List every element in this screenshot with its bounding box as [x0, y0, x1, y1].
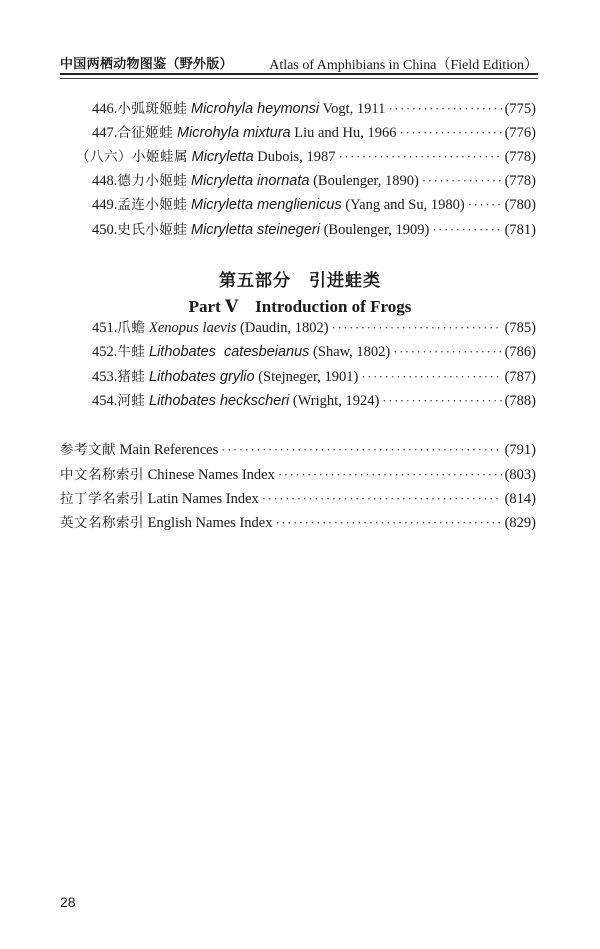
dot-leader [422, 173, 502, 189]
page-number: 28 [60, 894, 76, 910]
entry-chinese-name: 河蛙 [117, 393, 146, 409]
entry-latin-name: Xenopus laevis [149, 320, 237, 336]
toc-entry [92, 193, 536, 213]
entry-number: 451. [92, 320, 118, 336]
entry-author: (Shaw, 1802) [309, 344, 391, 360]
backmatter-english-title: English Names Index [144, 515, 273, 531]
entry-page: (781) [504, 222, 536, 238]
dot-leader [262, 491, 502, 507]
header-rule-thick [60, 73, 538, 75]
entry-latin-name: Lithobates catesbeianus [149, 344, 310, 360]
backmatter-chinese-title: 参考文献 [60, 442, 116, 458]
entry-page: (791) [504, 442, 536, 458]
entry-latin-name: Micryletta [191, 149, 254, 165]
dot-leader [275, 515, 501, 531]
entry-number: 454. [92, 393, 118, 409]
backmatter-chinese-title: 英文名称索引 [60, 515, 144, 531]
toc-entry [92, 169, 536, 189]
entry-chinese-name: 猪蛙 [117, 369, 146, 385]
backmatter-english-title: Main References [116, 442, 219, 458]
section-title-chinese: 第五部分 引进蛙类 [219, 271, 381, 291]
dot-leader [338, 149, 501, 165]
toc-entry [92, 389, 536, 409]
entry-chinese-name: 小弧斑姬蛙 [117, 101, 188, 117]
dot-leader [432, 222, 501, 238]
entry-latin-name: Micryletta steinegeri [191, 222, 320, 238]
entry-page: (787) [504, 369, 536, 385]
dot-leader [361, 369, 501, 385]
entry-chinese-name: 德力小姬蛙 [117, 173, 188, 189]
toc-backmatter-entry [60, 463, 536, 483]
toc-entry [92, 121, 536, 141]
toc-backmatter-entry [60, 438, 536, 458]
running-header [60, 52, 538, 74]
entry-latin-name: Lithobates heckscheri [149, 393, 290, 409]
entry-author: Liu and Hu, 1966 [290, 125, 397, 141]
entry-author: (Wright, 1924) [289, 393, 380, 409]
toc-entry [92, 218, 536, 238]
entry-latin-name: Micryletta menglienicus [191, 197, 342, 213]
entry-author: (Boulenger, 1909) [319, 222, 430, 238]
entry-page: (785) [504, 320, 536, 336]
backmatter-chinese-title: 拉丁学名索引 [60, 491, 144, 507]
entry-latin-name: Microhyla mixtura [177, 125, 291, 141]
dot-leader [221, 442, 501, 458]
entry-number: 450. [92, 222, 118, 238]
toc-entry [92, 365, 536, 385]
entry-number: 446. [92, 101, 118, 117]
entry-number: 448. [92, 173, 118, 189]
section-title-english: Part Ⅴ Introduction of Frogs [188, 297, 412, 316]
genus-number: （八六） [76, 149, 132, 165]
entry-chinese-name: 史氏小姬蛙 [117, 222, 188, 238]
entry-author: Dubois, 1987 [253, 149, 336, 165]
header-english-title: Atlas of Amphibians in China（Field Edition） [269, 58, 538, 73]
entry-page: (786) [504, 344, 536, 360]
entry-chinese-name: 孟连小姬蛙 [117, 197, 188, 213]
dot-leader [400, 125, 502, 141]
entry-page: (778) [504, 173, 536, 189]
toc-backmatter-entry [60, 511, 536, 531]
dot-leader [468, 197, 502, 213]
dot-leader [393, 344, 501, 360]
dot-leader [382, 393, 501, 409]
entry-author: (Boulenger, 1890) [309, 173, 419, 189]
entry-chinese-name: 合征姬蛙 [117, 125, 174, 141]
header-rule-thin [60, 78, 538, 79]
entry-latin-name: Lithobates grylio [149, 369, 255, 385]
entry-page: (780) [504, 197, 536, 213]
entry-page: (788) [504, 393, 536, 409]
backmatter-english-title: Latin Names Index [144, 491, 259, 507]
entry-page: (829) [504, 515, 536, 531]
entry-number: 447. [92, 125, 118, 141]
header-chinese-title: 中国两栖动物图鉴（野外版） [60, 57, 233, 72]
dot-leader [332, 320, 502, 336]
entry-page: (814) [504, 491, 536, 507]
entry-page: (775) [504, 101, 536, 117]
entry-page: (778) [504, 149, 536, 165]
entry-number: 449. [92, 197, 118, 213]
entry-latin-name: Microhyla heymonsi [191, 101, 320, 117]
entry-number: 453. [92, 369, 118, 385]
toc-entry [92, 97, 536, 117]
entry-chinese-name: 小姬蛙属 [132, 149, 188, 165]
dot-leader [388, 101, 501, 117]
backmatter-chinese-title: 中文名称索引 [60, 467, 144, 483]
entry-author: Vogt, 1911 [319, 101, 386, 117]
entry-author: (Stejneger, 1901) [254, 369, 359, 385]
entry-page: (776) [504, 125, 536, 141]
entry-author: (Yang and Su, 1980) [341, 197, 465, 213]
toc-genus-entry [76, 145, 536, 165]
toc-backmatter-entry [60, 487, 536, 507]
dot-leader [278, 467, 502, 483]
entry-number: 452. [92, 344, 118, 360]
entry-chinese-name: 爪蟾 [117, 320, 146, 336]
backmatter-english-title: Chinese Names Index [144, 467, 275, 483]
toc-entry [92, 340, 536, 360]
entry-page: (803) [504, 467, 536, 483]
toc-entry [92, 316, 536, 336]
entry-latin-name: Micryletta inornata [191, 173, 310, 189]
entry-chinese-name: 牛蛙 [117, 344, 146, 360]
entry-author: (Daudin, 1802) [236, 320, 329, 336]
